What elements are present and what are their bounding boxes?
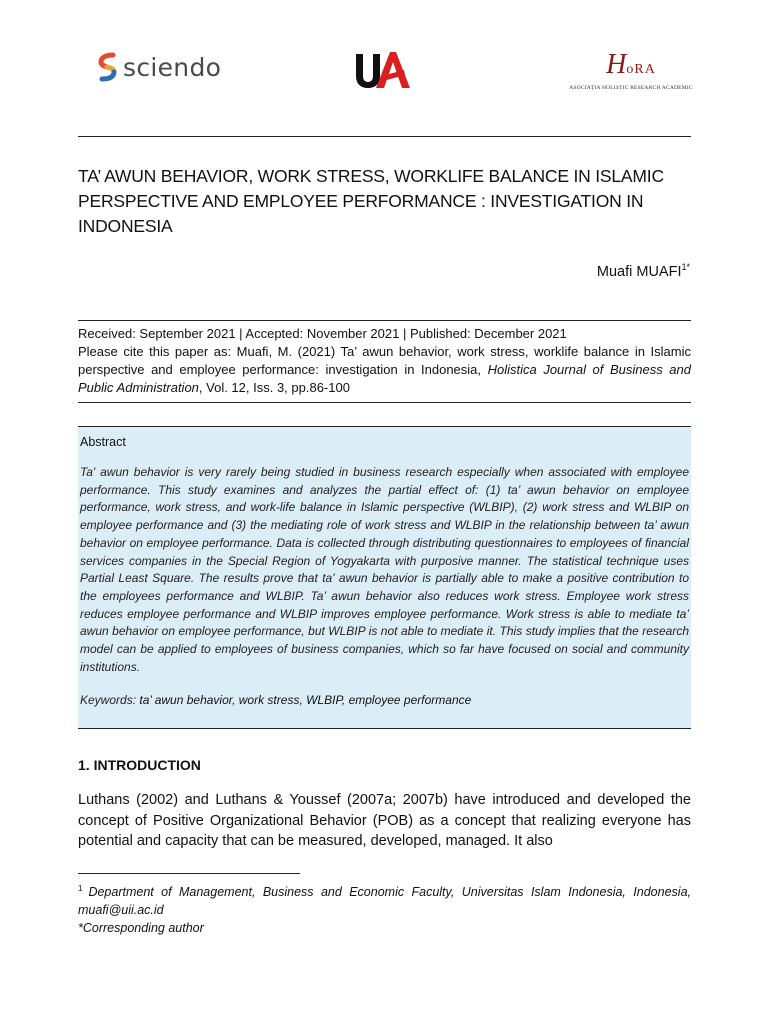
publication-dates: Received: September 2021 | Accepted: November 2021 | Published: December 2021 [78, 326, 567, 341]
footnote [78, 880, 691, 937]
publication-info [78, 320, 691, 403]
ua-logo-icon [352, 48, 414, 94]
keywords-label: Keywords: [80, 693, 140, 708]
corresponding-author-note: *Corresponding author [78, 921, 204, 936]
hora-logo [556, 49, 706, 91]
citation [78, 343, 691, 397]
author-name: Muafi MUAFI [596, 263, 682, 280]
paper-author [597, 262, 690, 280]
publisher-logos [0, 44, 768, 104]
sciendo-logo [97, 52, 221, 82]
sciendo-wordmark: sciendo [123, 52, 222, 82]
abstract-box [78, 426, 691, 729]
footnote-divider [78, 873, 300, 874]
footnote-affiliation [78, 880, 691, 919]
sciendo-mark-icon [97, 52, 119, 82]
footnote-text: Department of Management, Business and Economic Faculty, Universitas Islam Indonesia, Indonesia, muafi@uii.ac.id [78, 885, 691, 918]
hora-wordmark [556, 49, 706, 83]
paper-title: TA’ AWUN BEHAVIOR, WORK STRESS, WORKLIFE BALANCE IN ISLAMIC PERSPECTIVE AND EMPLOYEE PERFORMANCE : INVESTIGATION IN INDONESIA [78, 166, 664, 236]
footnote-marker: 1 [78, 884, 83, 893]
introduction-text: Luthans (2002) and Luthans & Youssef (2007a; 2007b) have introduced and developed the concept of Positive Organizational Behavior (POB) as a concept that realizing everyone has potential and capacity that can be measured, developed, managed. It also [78, 792, 691, 849]
hora-mark-h: H [606, 49, 627, 80]
citation-journal: Holistica Journal of Business and Public Administration [78, 362, 691, 395]
citation-text: Please cite this paper as: Muafi, M. (2021) Ta’ awun behavior, work stress, worklife balance in Islamic perspective and employee performance: investigation in Indonesia, [78, 344, 691, 377]
hora-mark-rest: oRA [626, 62, 656, 77]
author-footnote-marker: 1* [681, 262, 690, 272]
keywords [80, 693, 689, 707]
abstract-heading: Abstract [80, 435, 126, 449]
header-divider [78, 136, 691, 137]
hora-subtitle: ASOCIAȚIA HOLISTIC RESEARCH ACADEMIC [569, 85, 693, 91]
section-heading-introduction: 1. INTRODUCTION [78, 757, 201, 773]
keywords-value: ta’ awun behavior, work stress, WLBIP, employee performance [139, 693, 472, 708]
abstract-text: Ta' awun behavior is very rarely being studied in business research especially when associated with employee performance. This study examines and analyzes the partial effect of: (1) ta’ awun behavior on employee performance, work stress, and work-life balance in Islamic perspective (WLBIP), (2) work stress and WLBIP on employee performance and (3) the mediating role of work stress and WLBIP in the relationship between ta’ awun behavior on employee performance. Data is collected through distributing questionnaires to employees of financial services companies in the Special Region of Yogyakarta with purposive manner. The statistical technique uses Partial Least Square. The results prove that ta' awun behavior is partially able to make a positive contribution to the employees performance and WLBIP. Ta’ awun behavior also reduces work stress. Employee work stress reduces employee performance and WLBIP improves employee performance. Work stress is able to mediate ta’ awun behavior on employee performance, but WLBIP is not able to mediate it. This study implies that the research model can be applied to employees of business companies, which so far have focused on social and community institutions. [80, 465, 689, 674]
ua-logo [352, 48, 414, 99]
citation-volume: , Vol. 12, Iss. 3, pp.86-100 [198, 380, 350, 395]
